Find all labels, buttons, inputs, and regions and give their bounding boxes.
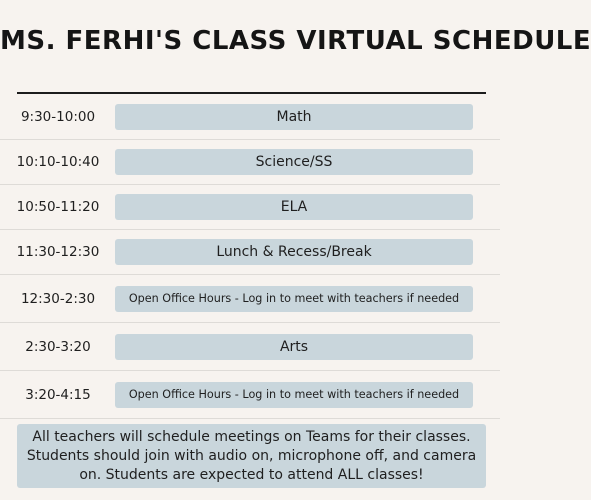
subject-box-science: Science/SS — [115, 149, 473, 175]
time-slot: 12:30-2:30 — [20, 290, 96, 307]
class-expectations-note: All teachers will schedule meetings on Teams for their classes. Students should join with audio on, microphone off, and camera on. Students are expected to attend ALL classes! — [17, 424, 486, 488]
subject-box-office-hours: Open Office Hours - Log in to meet with teachers if needed — [115, 286, 473, 312]
time-slot: 10:50-11:20 — [16, 199, 100, 215]
subject-box-arts: Arts — [115, 334, 473, 360]
subject-box-office-hours-2: Open Office Hours - Log in to meet with teachers if needed — [115, 382, 473, 408]
subject-box-math: Math — [115, 104, 473, 130]
title-divider — [17, 92, 486, 94]
schedule-row-science — [0, 140, 500, 185]
page-title: MS. FERHI'S CLASS VIRTUAL SCHEDULE — [0, 26, 591, 56]
time-slot: 3:20-4:15 — [25, 386, 91, 403]
schedule-row-arts — [0, 323, 500, 371]
schedule-row-ela — [0, 185, 500, 230]
time-slot: 9:30-10:00 — [20, 109, 96, 125]
schedule-list — [0, 95, 500, 419]
subject-box-ela: ELA — [115, 194, 473, 220]
subject-box-lunch: Lunch & Recess/Break — [115, 239, 473, 265]
time-slot: 10:10-10:40 — [16, 154, 100, 170]
time-slot: 11:30-12:30 — [16, 244, 100, 260]
schedule-row-office-hours-2 — [0, 371, 500, 419]
time-slot: 2:30-3:20 — [25, 338, 91, 355]
schedule-row-math — [0, 95, 500, 140]
schedule-row-office-hours — [0, 275, 500, 323]
schedule-row-lunch — [0, 230, 500, 275]
